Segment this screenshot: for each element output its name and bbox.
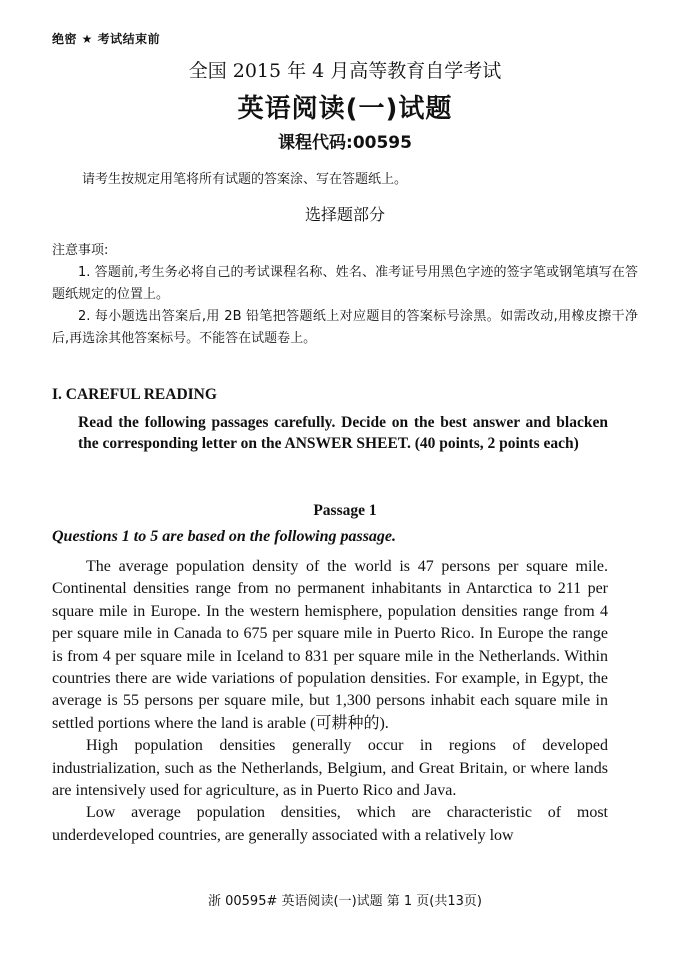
course-code: 课程代码:00595 (278, 133, 412, 153)
exam-title: 全国 2015 年 4 月高等教育自学考试 (188, 60, 502, 82)
passage-paragraph: High population densities generally occur in regions of developed industrialization, such as the Netherlands, Belgium, and Great Britain, or where lands are intensively used for agriculture, as in Puerto Rico and Java. (52, 737, 608, 800)
passage-paragraph: Low average population densities, which are characteristic of most underdeveloped countries, are generally associated with a relatively low (52, 804, 608, 844)
section-title: 选择题部分 (304, 205, 385, 224)
confidential-label: 绝密 ★ 考试结束前 (52, 32, 161, 46)
passage-subtitle: Questions 1 to 5 are based on the following passage. (52, 528, 397, 545)
part-directions: Read the following passages carefully. Decide on the best answer and blacken the corresponding letter on the ANSWER SHEET. (40 points, 2 points each) (78, 414, 608, 452)
notes-section (52, 240, 638, 350)
note-item: 2. 每小题选出答案后,用 2B 铅笔把答题纸上对应题目的答案标号涂黑。如需改动,用橡皮擦干净后,再选涂其他答案标号。不能答在试题卷上。 (52, 309, 638, 346)
passage-body (52, 556, 608, 847)
note-item: 1. 答题前,考生务必将自己的考试课程名称、姓名、准考证号用黑色字迹的签字笔或钢笔填写在答题纸规定的位置上。 (52, 265, 638, 302)
part-heading: I. CAREFUL READING (52, 386, 217, 403)
passage-paragraph: The average population density of the world is 47 persons per square mile. Continental densities range from no permanent inhabitants in Antarctica to 211 per square mile in Europe. In the western hemisphere, population densities range from 4 per square mile in Canada to 675 per square mile in Puerto Rico. In Europe the range is from 4 per square mile in Iceland to 831 per square mile in the Netherlands. Within countries there are wide variations of population densities. For example, in Egypt, the average is 55 persons per square mile, but 1,300 persons inhabit each square mile in settled portions where the land is arable (可耕种的). (52, 558, 608, 732)
page-footer: 浙 00595# 英语阅读(一)试题 第 1 页(共13页) (207, 894, 482, 909)
subject-title: 英语阅读(一)试题 (237, 94, 453, 124)
passage-title: Passage 1 (313, 502, 377, 519)
notes-heading: 注意事项: (52, 243, 109, 258)
answer-instruction: 请考生按规定用笔将所有试题的答案涂、写在答题纸上。 (82, 172, 408, 187)
